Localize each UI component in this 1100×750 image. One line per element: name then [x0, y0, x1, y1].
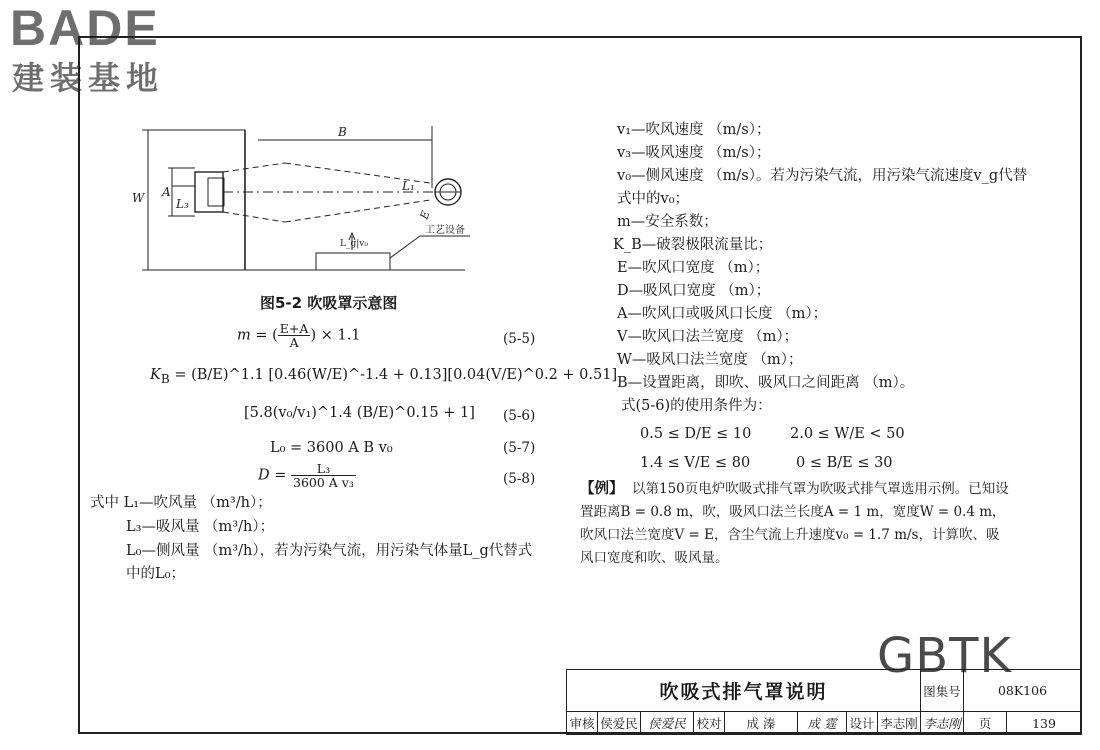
check-label: 校对 [694, 712, 725, 735]
right-def-10: W—吸风口法兰宽度 （m）； [617, 352, 803, 368]
left-def-1: L₃—吸风量 （m³/h）； [126, 519, 275, 535]
example-line-0: 以第150页电炉吹吸式排气罩为吹吸式排气罩选用示例。已知设 [632, 481, 1009, 497]
eq55-den: A [289, 335, 299, 350]
review-label: 审核 [567, 712, 598, 735]
right-def-4: m—安全系数； [617, 214, 718, 230]
design-label: 设计 [847, 712, 878, 735]
w-label: W [132, 191, 145, 205]
drawing-title: 吹吸式排气罩说明 [567, 670, 921, 712]
right-def-8: A—吹风口或吸风口长度 （m）； [617, 306, 828, 322]
leader-line [390, 236, 420, 258]
atlas-label: 图集号 [921, 670, 964, 712]
right-def-11: B—设置距离，即吹、吸风口之间距离 （m）。 [617, 375, 915, 391]
e-label: E [417, 209, 433, 222]
checker-signature: 成 霆 [798, 712, 847, 735]
page-number: 139 [1007, 712, 1082, 735]
eq56-lhs: K [150, 367, 161, 383]
reviewer-name: 侯爱民 [598, 712, 641, 735]
right-def-12: 式(5-6)的使用条件为： [621, 398, 772, 414]
equation-5-7: L₀ = 3600 A B v₀ [270, 440, 393, 456]
atlas-number: 08K106 [964, 670, 1082, 712]
l3-label: L₃ [176, 197, 189, 211]
condition-1: 0.5 ≤ D/E ≤ 10 [640, 426, 752, 442]
watermark-text: GBTK [877, 628, 1012, 684]
eq58-number: (5-8) [503, 471, 536, 487]
left-def-2: L₀—侧风量 （m³/h），若为污染气流，用污染气体量L_g代替式 [126, 543, 533, 559]
page-label: 页 [964, 712, 1007, 735]
suction-inner [208, 178, 224, 206]
b-label: B [338, 125, 347, 139]
left-def-0: 式中 L₁—吹风量 （m³/h）； [90, 495, 272, 511]
eq58-fraction [291, 462, 356, 489]
equipment-label: 工艺设备 [425, 225, 465, 236]
equation-5-6a [150, 367, 617, 386]
a-label: A [162, 185, 171, 199]
eq58-eq: = [274, 467, 287, 484]
figure-caption: 图5-2 吹吸罩示意图 [260, 294, 398, 312]
designer-signature: 李志刚 [921, 712, 964, 735]
reviewer-signature: 侯爱民 [641, 712, 694, 735]
eq55-lhs: m [237, 327, 251, 344]
process-equipment [316, 253, 390, 270]
eq57-number: (5-7) [503, 440, 536, 456]
right-def-5: K_B—破裂极限流量比； [613, 237, 773, 253]
hood-diagram [120, 118, 490, 286]
right-def-9: V—吹风口法兰宽度 （m）； [617, 329, 799, 345]
example-line-1: 置距离B = 0.8 m，吹，吸风口法兰长度A = 1 m，宽度W = 0.4 m， [580, 504, 1006, 520]
right-def-6: E—吹风口宽度 （m）； [617, 260, 770, 276]
eq55-num: E+A [279, 321, 309, 336]
eq55-eq: = [255, 327, 268, 344]
example-line-3: 风口宽度和吹、吸风量。 [580, 550, 729, 566]
condition-2: 2.0 ≤ W/E < 50 [790, 426, 905, 442]
l1-label: L₁ [402, 179, 415, 193]
right-def-7: D—吸风口宽度 （m）； [617, 283, 771, 299]
cone-bottom-right [285, 200, 433, 222]
eq55-rest: × 1.1 [320, 327, 361, 344]
logo-brand: BADE [10, 0, 160, 56]
equation-5-5: m = ( $\frac{E+A}{A}$ ) × 1.1 [237, 321, 361, 350]
lg-v0-label: L_g|v₀ [340, 239, 368, 249]
eq56-number: (5-6) [503, 408, 536, 424]
right-def-3: 式中的v₀； [617, 191, 690, 207]
right-def-1: v₃—吸风速度 （m/s）； [617, 145, 771, 161]
cone-top-left [223, 163, 285, 172]
equation-5-8 [258, 462, 356, 489]
right-def-2: v₀—侧风速度 （m/s）。若为污染气流，用污染气流速度v_g代替 [617, 168, 1028, 184]
checker-name: 成 溱 [725, 712, 798, 735]
logo-tagline: 建装基地 [12, 59, 165, 97]
cone-bottom-left [223, 212, 285, 222]
example-line-2: 吹风口法兰宽度V = E，含尘气流上升速度v₀ = 1.7 m/s，计算吹、吸 [580, 527, 1000, 543]
title-block [566, 669, 1082, 734]
example-label: 【例】 [580, 481, 624, 497]
eq55-fraction [278, 322, 311, 349]
equation-5-6b: [5.8(v₀/v₁)^1.4 (B/E)^0.15 + 1] [244, 405, 475, 421]
eq55-number: (5-5) [503, 331, 536, 347]
right-defs [613, 120, 1028, 419]
right-def-0: v₁—吹风速度 （m/s）； [617, 122, 771, 138]
left-def-3: 中的L₀； [126, 566, 185, 582]
condition-3: 1.4 ≤ V/E ≤ 80 [640, 455, 751, 471]
eq58-den: 3600 A v₃ [293, 475, 354, 490]
eq56a-body: = (B/E)^1.1 [0.46(W/E)^-1.4 + 0.13][0.04(V/E)^0.2 + 0.51] [174, 367, 618, 383]
eq58-num: L₃ [291, 462, 356, 476]
eq58-lhs: D [258, 467, 270, 484]
condition-4: 0 ≤ B/E ≤ 30 [796, 455, 893, 471]
eq56-sub: B [160, 371, 170, 386]
designer-name: 李志刚 [878, 712, 921, 735]
